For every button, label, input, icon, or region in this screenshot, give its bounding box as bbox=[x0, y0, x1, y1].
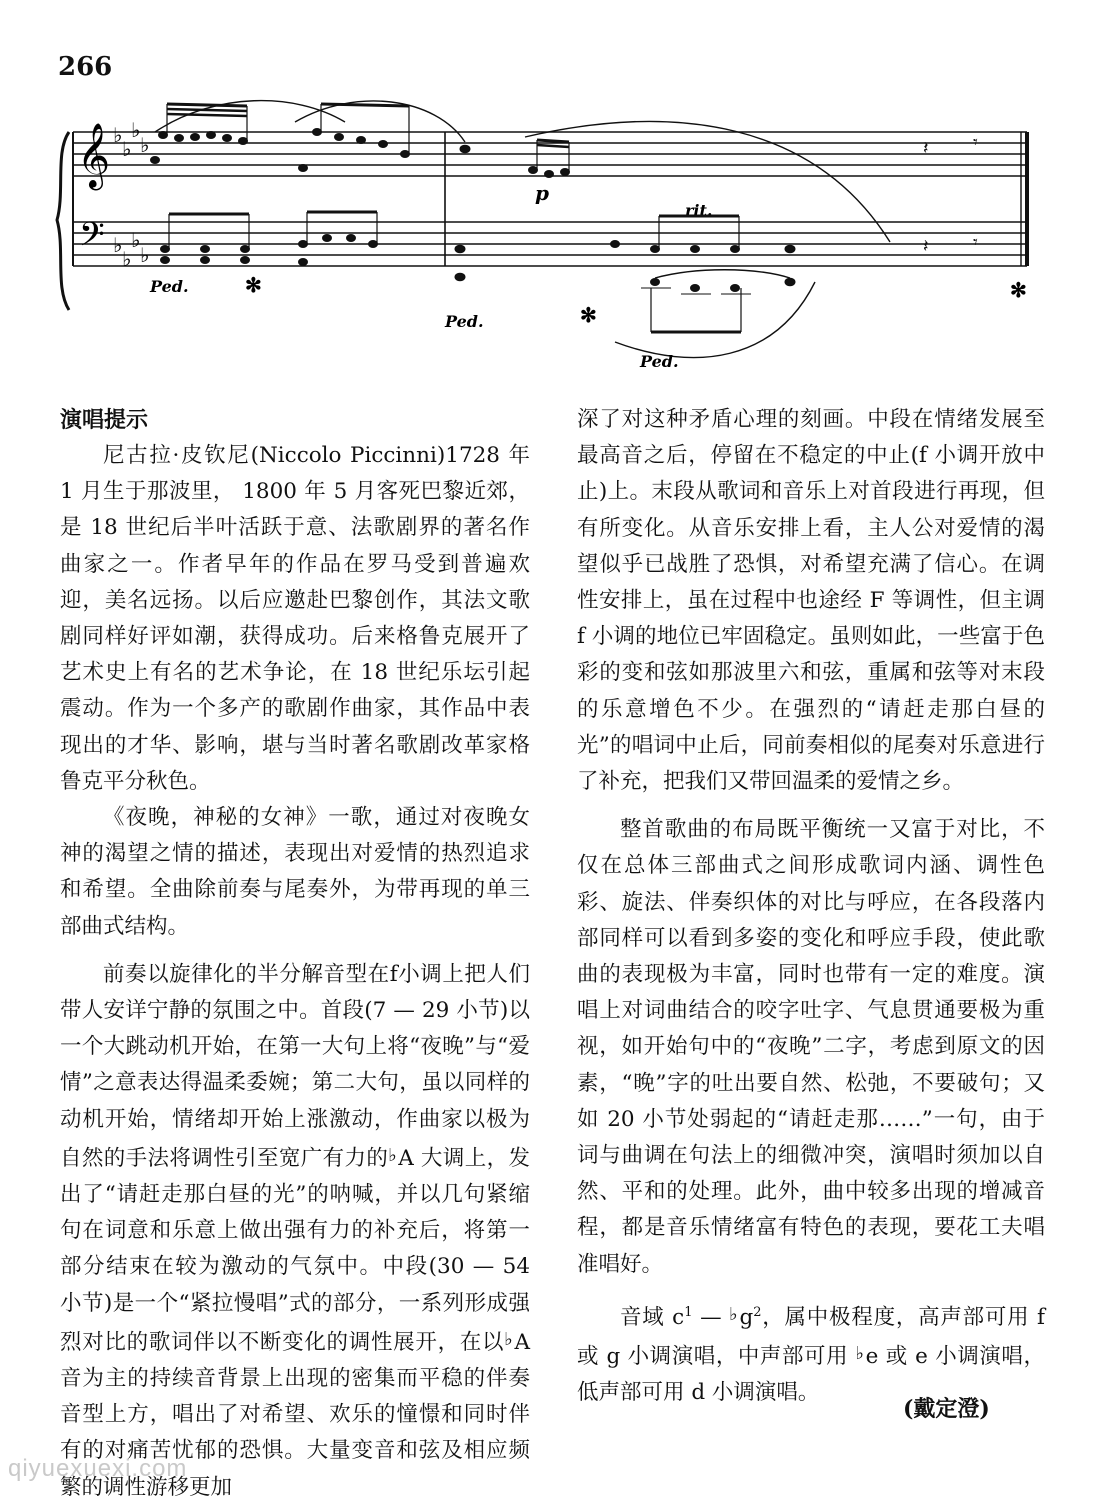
right-column bbox=[577, 402, 1045, 1412]
range-sup-2: 2 bbox=[753, 1304, 762, 1320]
svg-text:𝄽: 𝄽 bbox=[923, 236, 929, 257]
svg-text:𝄽: 𝄽 bbox=[923, 138, 929, 159]
bass-key-signature bbox=[113, 228, 149, 271]
paragraph-composer: 尼古拉·皮钦尼(Niccolo Piccinni)1728 年 1 月生于那波里， 1800 年 5 月客死巴黎近郊，是 18 世纪后半叶活跃于意、法歌剧界的著名作曲家之一。作者早年的作品在罗马受到普遍欢迎，美名远扬。以后应邀赴巴黎创作，其法文歌剧同样好评如潮，获得成功。后来格鲁克展开了艺术史上有名的艺术争论，在 18 世纪乐坛引起震动。作为一个多产的歌剧作曲家，其作品中表现出的才华、影响，堪与当时著名歌剧改革家格鲁克平分秋色。 bbox=[60, 443, 530, 794]
svg-text:♭: ♭ bbox=[140, 243, 150, 267]
barlines bbox=[73, 132, 1027, 266]
range-sup-1: 1 bbox=[684, 1304, 693, 1320]
svg-text:♭: ♭ bbox=[131, 118, 141, 142]
range-text-b: e 或 e 小调演唱，低声部可用 d 小调演唱。 bbox=[577, 1344, 1045, 1406]
svg-text:♭: ♭ bbox=[131, 228, 141, 252]
bass-notes-measure-1 bbox=[161, 212, 378, 266]
author-signature: (戴定澄) bbox=[903, 1396, 990, 1422]
bass-staff bbox=[73, 222, 1027, 266]
paragraph-structure bbox=[60, 957, 530, 1506]
pedal-markings bbox=[149, 273, 1027, 371]
flat-symbol: ♭ bbox=[729, 1304, 739, 1326]
left-column bbox=[60, 402, 530, 1506]
flat-symbol: ♭ bbox=[855, 1343, 865, 1365]
range-note-2: g bbox=[739, 1305, 754, 1331]
watermark: qiyuexuexi.com bbox=[8, 1455, 188, 1482]
pedal-release-3: ✻ bbox=[1010, 278, 1027, 302]
svg-text:♭: ♭ bbox=[113, 123, 123, 147]
svg-text:𝄾: 𝄾 bbox=[973, 132, 978, 153]
svg-text:♭: ♭ bbox=[113, 233, 123, 257]
pedal-release-1: ✻ bbox=[245, 273, 262, 297]
dynamic-piano: p bbox=[535, 181, 549, 205]
svg-text:𝄾: 𝄾 bbox=[973, 232, 978, 253]
range-dash: — bbox=[692, 1305, 730, 1331]
ritardando-mark: rit. bbox=[685, 201, 713, 220]
paragraph-continued: 深了对这种矛盾心理的刻画。中段在情绪发展至最高音之后，停留在不稳定的中止(f 小调开放中止)上。末段从歌词和音乐上对首段进行再现，但有所变化。从音乐安排上看，主人公对爱情的渴望似乎已战胜了恐惧，对希望充满了信心。在调性安排上，虽在过程中也途经 F 等调性，但主调 f 小调的地位已牢固稳定。虽则如此，一些富于色彩的变和弦如那波里六和弦，重属和弦等对末段的乐意增色不少。在强烈的“请赶走那白昼的光”的唱词中止后，同前奏相似的尾奏对乐意进行了补充，把我们又带回温柔的爱情之乡。 bbox=[577, 407, 1045, 795]
paragraph-layout: 整首歌曲的布局既平衡统一又富于对比，不仅在总体三部曲式之间形成歌词内涵、调性色彩、旋法、伴奏织体的对比与呼应，在各段落内部同样可以看到多姿的变化和呼应手段，使此歌曲的表现极为丰富，同时也带有一定的难度。演唱上对词曲结合的咬字吐字、气息贯通要极为重视，如开始句中的“夜晚”二字，考虑到原文的因素，“晚”字的吐出要自然、松弛，不要破句；又如 20 小节处弱起的“请赶走那……”一句，由于词与曲调在句法上的细微冲突，演唱时须加以自然、平和的处理。此外，曲中较多出现的增减音程，都是音乐情绪富有特色的表现，要花工夫唱准唱好。 bbox=[577, 817, 1045, 1277]
pedal-mark-1: Ped. bbox=[150, 277, 189, 296]
svg-text:♭: ♭ bbox=[122, 137, 132, 161]
bass-clef: 𝄢 bbox=[79, 216, 105, 262]
music-score bbox=[55, 92, 1045, 382]
svg-text:♭: ♭ bbox=[140, 133, 150, 157]
page-number: 266 bbox=[58, 52, 113, 82]
treble-staff bbox=[73, 132, 1027, 176]
treble-notes-measure-2 bbox=[460, 132, 978, 178]
grand-staff-brace bbox=[57, 132, 69, 310]
flat-symbol: ♭ bbox=[504, 1328, 514, 1350]
pedal-mark-2: Ped. bbox=[445, 312, 484, 331]
structure-text-3: A 音为主的持续音背景上出现的密集而平稳的伴奏音型上方，唱出了对希望、欢乐的憧憬和同时伴有的对痛苦忧郁的恐惧。大量变音和弦及相应频繁的调性游移更加 bbox=[60, 1329, 530, 1500]
paragraph-song: 《夜晚，神秘的女神》一歌，通过对夜晚女神的渴望之情的描述，表现出对爱情的热烈追求和希望。全曲除前奏与尾奏外，为带再现的单三部曲式结构。 bbox=[60, 805, 530, 939]
pedal-release-2: ✻ bbox=[580, 303, 597, 327]
svg-text:♭: ♭ bbox=[122, 247, 132, 271]
structure-text-2: A 大调上，发出了“请赶走那白昼的光”的呐喊，并以几句紧缩句在词意和乐意上做出强有力的补充后，将第一部分结束在较为激动的气氛中。中段(30 — 54 小节)是一个“紧拉慢唱”式的部分，一系列形成强烈对比的歌词伴以不断变化的调性展开，在以 bbox=[60, 1145, 530, 1355]
section-heading: 演唱提示 bbox=[60, 407, 149, 433]
structure-text-1: 前奏以旋律化的半分解音型在f小调上把人们带人安详宁静的氛围之中。首段(7 — 29 小节)以一个大跳动机开始，在第一大句上将“夜晚”与“爱情”之意表达得温柔委婉；第二大句，虽以同样的动机开始，情绪却开始上涨激动，作曲家以极为自然的手法将调性引至宽广有力的 bbox=[60, 961, 530, 1171]
flat-symbol: ♭ bbox=[388, 1144, 398, 1166]
range-text-a: ，属中极程度，高声部可用 f 或 g 小调演唱，中声部可用 bbox=[577, 1305, 1045, 1370]
pedal-mark-3: Ped. bbox=[640, 352, 679, 371]
range-prefix: 音域 c bbox=[620, 1305, 685, 1331]
treble-clef: 𝄞 bbox=[77, 123, 111, 188]
